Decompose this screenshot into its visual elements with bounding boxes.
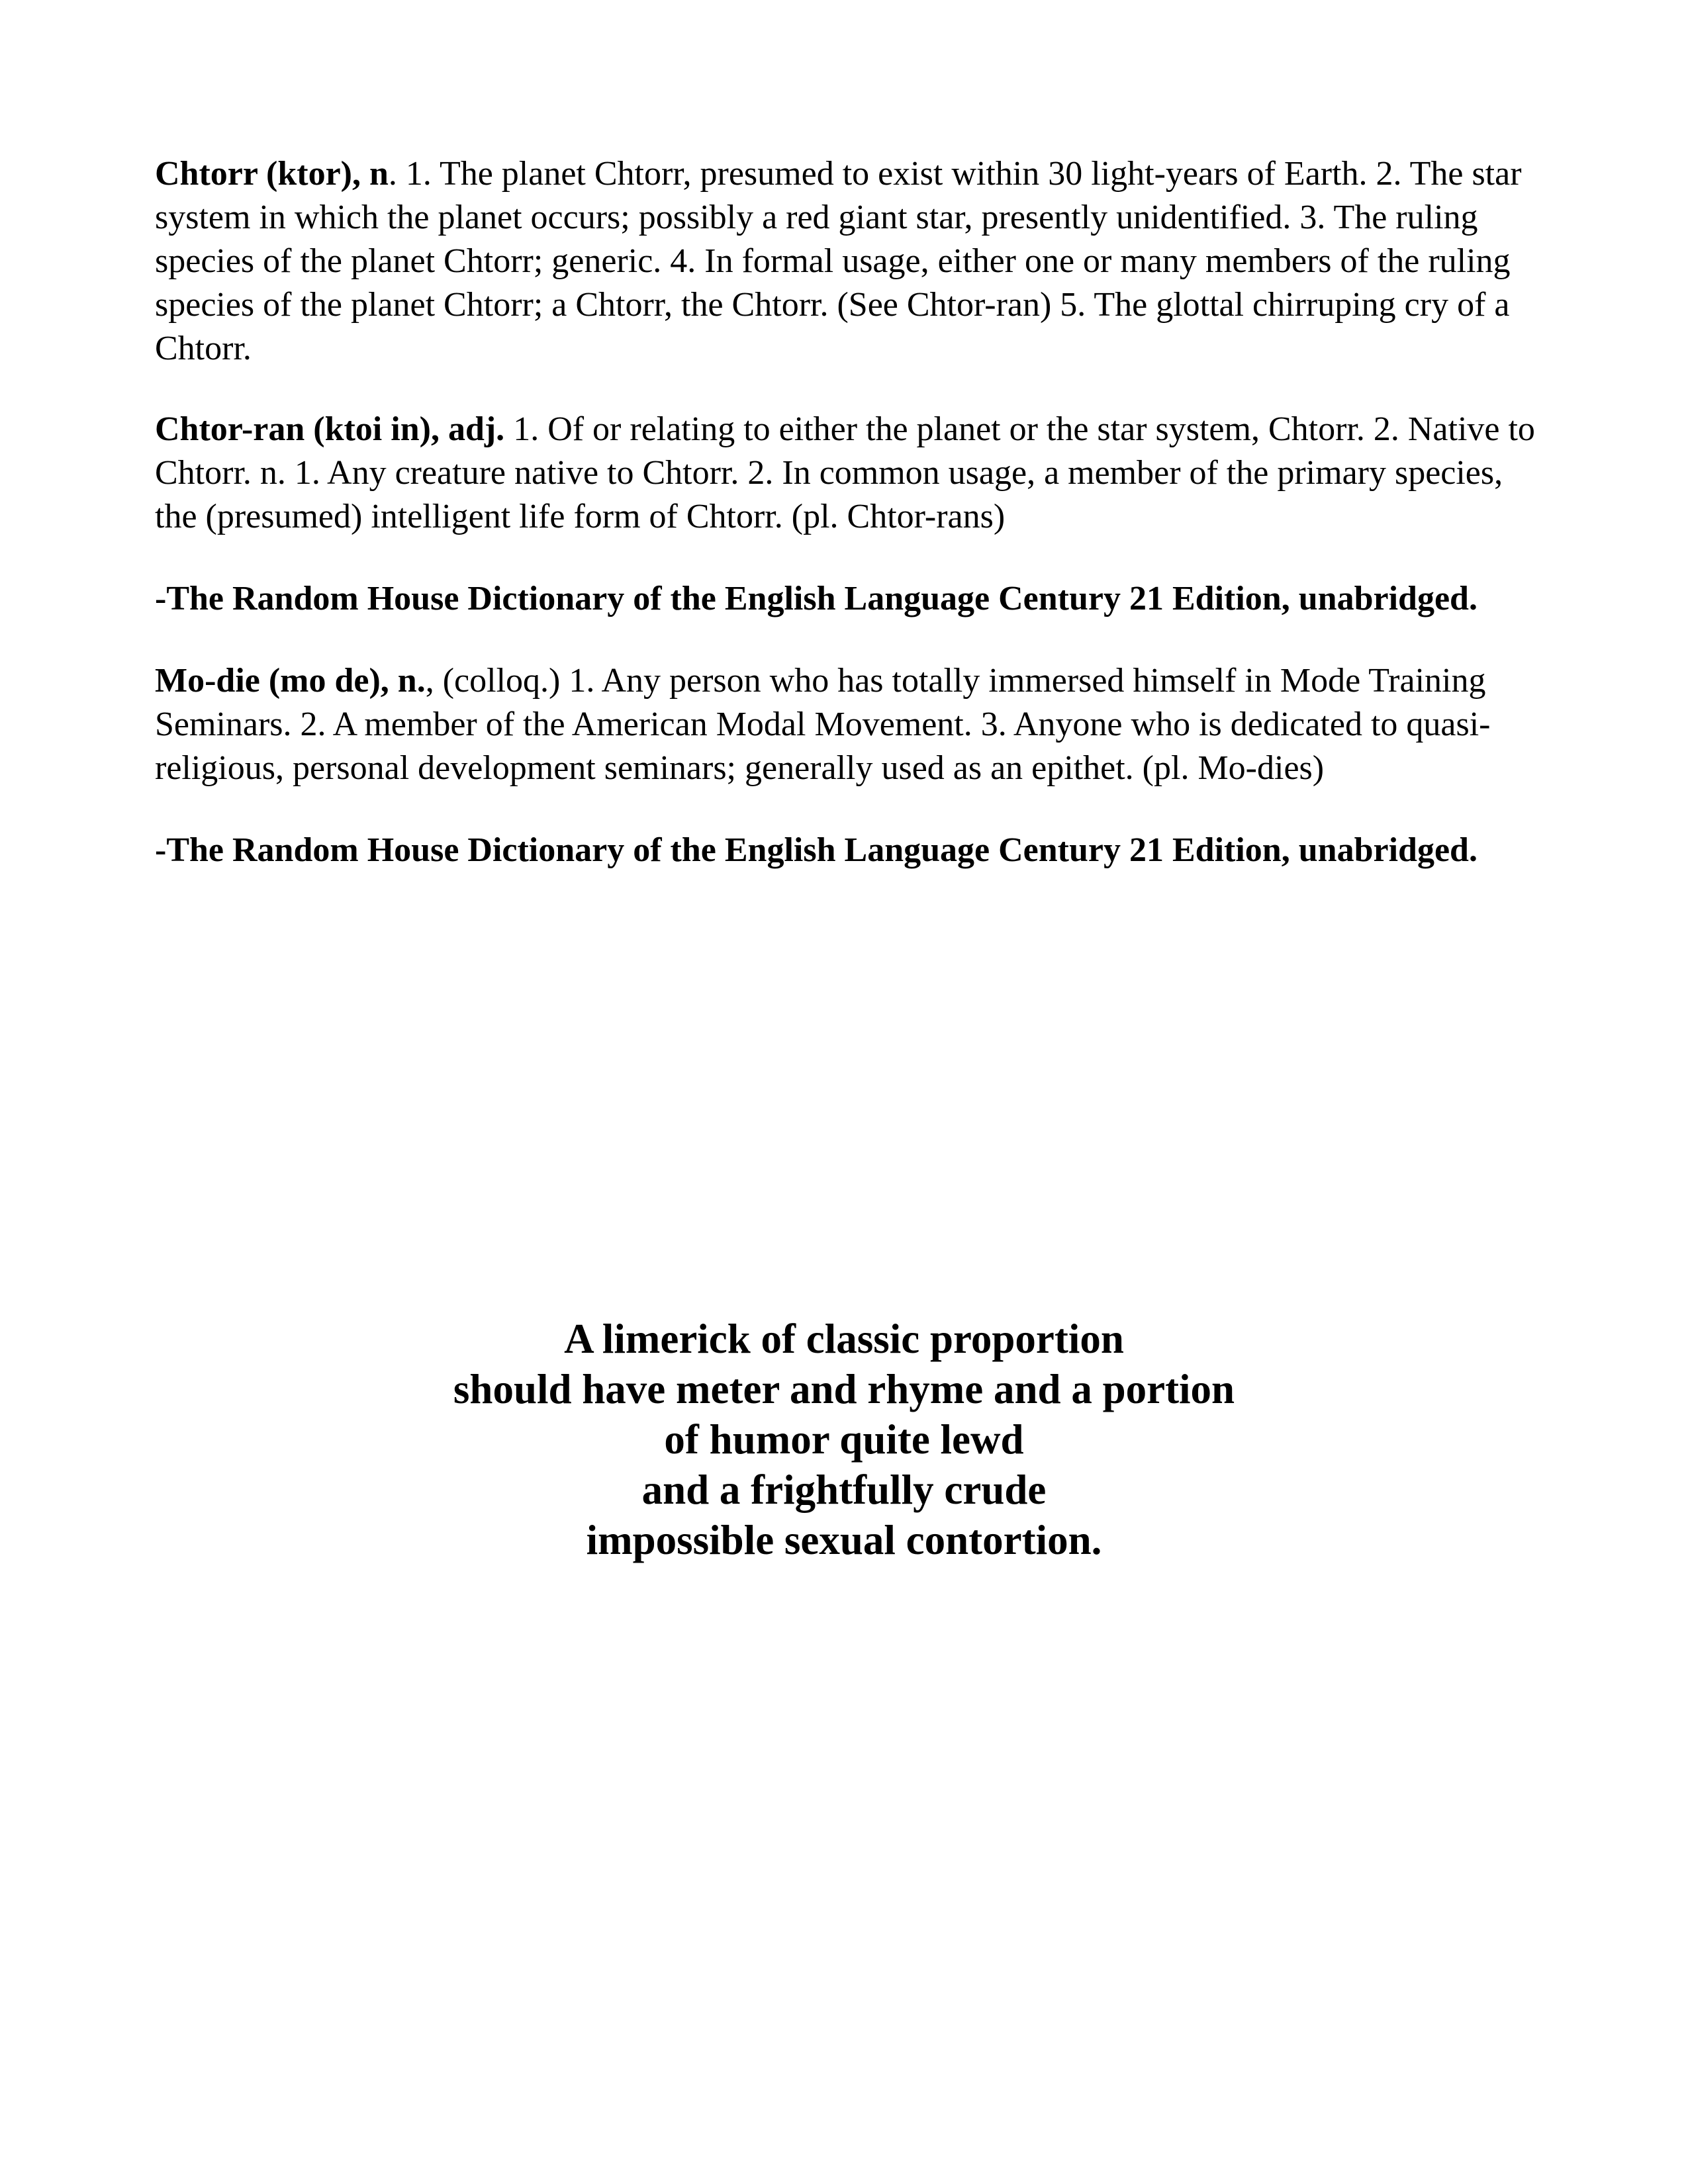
dictionary-citation: -The Random House Dictionary of the English Language Century 21 Edition, unabridged. bbox=[155, 580, 1477, 617]
limerick-line: impossible sexual contortion. bbox=[586, 1517, 1102, 1563]
entry-headword: Mo-die (mo de), n. bbox=[155, 662, 426, 700]
entry-headword: Chtor-ran (ktoi in), adj. bbox=[155, 410, 505, 448]
dictionary-entry-chtor-ran bbox=[155, 408, 1545, 539]
entry-definition: 1. Of or relating to either the planet or the star system, Chtorr. 2. Native to Chtorr. n. 1. Any creature native to Chtorr. 2. In common usage, a member of the primary species, the (presumed) intelligent life form of Chtorr. (pl. Chtor-rans) bbox=[155, 410, 1535, 535]
limerick-poem bbox=[0, 1314, 1688, 1565]
entry-headword: Chtorr (ktor), n bbox=[155, 155, 389, 193]
entry-definition: , (colloq.) 1. Any person who has totally immersed himself in Mode Training Seminars. 2. A member of the American Modal Movement. 3. Anyone who is dedicated to quasi-religious, personal development seminars; generally used as an epithet. (pl. Mo-dies) bbox=[155, 662, 1491, 787]
limerick-line: and a frightfully crude bbox=[641, 1467, 1047, 1513]
dictionary-citation: -The Random House Dictionary of the English Language Century 21 Edition, unabridged. bbox=[155, 831, 1477, 869]
dictionary-entry-modie bbox=[155, 659, 1545, 790]
entry-definition: . 1. The planet Chtorr, presumed to exist within 30 light-years of Earth. 2. The star system in which the planet occurs; possibly a red giant star, presently unidentified. 3. The ruling species of the planet Chtorr; generic. 4. In formal usage, either one or many members of the ruling species of the planet Chtorr; a Chtorr, the Chtorr. (See Chtor-ran) 5. The glottal chirruping cry of a Chtorr. bbox=[155, 155, 1522, 367]
dictionary-entry-chtorr bbox=[155, 152, 1545, 371]
limerick-line: should have meter and rhyme and a portion bbox=[453, 1366, 1235, 1412]
limerick-line: of humor quite lewd bbox=[664, 1416, 1024, 1463]
limerick-line: A limerick of classic proportion bbox=[564, 1316, 1124, 1362]
document-page bbox=[155, 152, 1545, 872]
